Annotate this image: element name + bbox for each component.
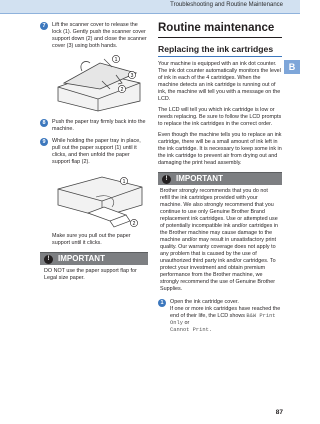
header-divider	[0, 13, 300, 14]
paragraph-3: Even though the machine tells you to replace an ink cartridge, there will be a small amount of ink left in the ink cartridge. It is necessary to keep some ink in the ink cartridge to prevent air from drying out and damaging the print head assembly.	[158, 132, 282, 166]
left-column	[40, 22, 148, 282]
important-box-right	[158, 172, 282, 293]
step-number: 9	[40, 138, 48, 146]
paragraph-1: Your machine is equipped with an ink dot counter. The ink dot counter automatically monitors the level of ink in each of the 4 cartridges. When the machine detects an ink cartridge is running out of ink, the machine will tell you with a message on the LCD.	[158, 61, 281, 102]
exclamation-icon: !	[162, 175, 171, 184]
step-9-note: Make sure you pull out the paper support until it clicks.	[52, 233, 131, 246]
paragraph-2: The LCD will tell you which ink cartridge is low or needs replacing. Be sure to follow the LCD prompts to replace the ink cartridges in the correct order.	[158, 107, 282, 127]
chapter-tab: B	[284, 60, 300, 74]
important-label: IMPORTANT	[176, 174, 223, 183]
page-number: 87	[275, 409, 283, 416]
subtitle-rule	[158, 56, 282, 57]
step-text-b	[170, 306, 282, 334]
step-text: Lift the scanner cover to release the lock (1). Gently push the scanner cover support down (2) and close the scanner cover (3) using both hands.	[52, 22, 147, 49]
section-title: Routine maintenance	[158, 22, 275, 34]
callout-2: 2	[132, 221, 136, 227]
right-column	[158, 22, 282, 334]
important-header	[158, 172, 282, 185]
step-7	[40, 22, 148, 50]
scanner-cover-illustration	[52, 53, 144, 115]
paper-support-illustration	[52, 169, 144, 229]
important-box-left	[40, 252, 148, 282]
callout-2: 3	[130, 73, 134, 79]
step-text-b-body: If one or more ink cartridges have reached the end of their life, the LCD shows	[170, 306, 281, 319]
header-bar	[0, 0, 300, 13]
subsection-title: Replacing the ink cartridges	[158, 44, 274, 54]
step-number: 8	[40, 119, 48, 127]
step-number: 1	[158, 299, 166, 307]
step-text: While holding the paper tray in place, pull out the paper support (1) until it clicks, and then unfold the paper support flap (2).	[52, 138, 141, 165]
title-rule	[158, 37, 282, 38]
lcd-message-cannot-print: Cannot Print.	[170, 327, 213, 333]
step-text-a: Open the ink cartridge cover.	[170, 299, 239, 305]
important-header	[40, 252, 148, 265]
step-9	[40, 138, 148, 166]
exclamation-icon: !	[44, 255, 53, 264]
or-text: or	[184, 320, 190, 326]
step-1	[158, 299, 282, 334]
important-label: IMPORTANT	[58, 254, 105, 263]
important-body: Brother strongly recommends that you do not refill the ink cartridges provided with your machine. We also strongly recommend that you continue to use only Genuine Brother Brand replacement ink cartridges. Use or attempted use of potentially incompatible ink and/or cartridges in the Brother machine may cause damage to the machine and/or may result in unsatisfactory print quality. Our warranty coverage does not apply to any problem that is caused by the use of unauthorized third party ink and/or cartridges. To protect your investment and obtain premium performance from the Brother machine, we strongly recommend the use of Genuine Brother Supplies.	[160, 188, 279, 292]
step-number: 7	[40, 22, 48, 30]
running-header: Troubleshooting and Routine Maintenance	[170, 2, 283, 8]
step-8	[40, 119, 148, 133]
step-text: Push the paper tray firmly back into the machine.	[52, 119, 146, 132]
important-body: DO NOT use the paper support flap for Legal size paper.	[44, 268, 137, 281]
callout-1: 1	[122, 179, 126, 185]
scanner-cover-drawing	[52, 53, 144, 115]
callout-1: 1	[114, 57, 118, 63]
paper-support-drawing	[52, 169, 144, 229]
callout-3: 2	[120, 87, 124, 93]
lcd-message-bw: B&W Print Only	[170, 313, 276, 326]
